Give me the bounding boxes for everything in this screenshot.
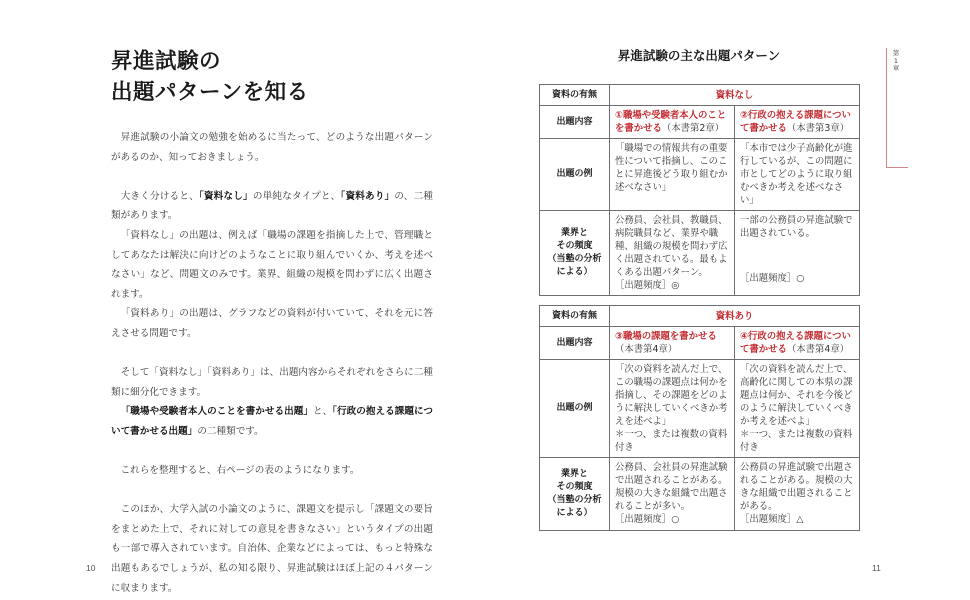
table-cell xyxy=(610,327,735,360)
frequency-rating: ［出題頻度］○ xyxy=(740,273,805,284)
table-title: 昇進試験の主な出題パターン xyxy=(617,48,781,63)
group-header: 資料あり xyxy=(610,306,860,327)
table-cell: 「職場での情報共有の重要性について指摘し、このことに昇進後どう取り組むか述べなさい」 xyxy=(610,139,735,211)
industry-text: 公務員、会社員、教職員、病院職員など、業界や職種、組織の規模を問わず広く出題されている。最もよくある出題パターン。 xyxy=(615,215,728,278)
table-cell xyxy=(735,106,860,139)
text-segment: 大きく分けると、 xyxy=(120,190,199,202)
emphasis-with-material: 「資料あり」 xyxy=(340,190,395,202)
emphasis-administration-type: 「行政の抱える課題について書かせる出題」 xyxy=(111,406,434,437)
pattern-title: ②行政の抱える課題について書かせる xyxy=(740,110,851,134)
industry-text: 公務員の昇進試験で出題されることがある。規模の大きな組織で出題されることがある。 xyxy=(740,462,853,512)
label-line: 業界と xyxy=(560,228,588,238)
title-line-2: 出題パターンを知る xyxy=(111,80,309,105)
table-cell xyxy=(610,458,735,531)
pattern-table-with-material xyxy=(539,305,860,531)
title-line-1: 昇進試験の xyxy=(111,49,222,74)
text-segment: の単純なタイプと、 xyxy=(252,190,341,202)
pattern-table-no-material xyxy=(539,84,860,296)
chapter-ref: （本書第2章） xyxy=(661,123,725,134)
row-label xyxy=(540,458,610,531)
pattern-title: ④行政の抱える課題について書かせる xyxy=(740,331,851,355)
paragraph-intro: 昇進試験の小論文の勉強を始めるに当たって、どのような出題パターンがあるのか、知っておきましょう。 xyxy=(111,132,433,163)
industry-text: 一部の公務員の昇進試験で出題されている。 xyxy=(740,215,853,239)
label-line: （当塾の分析 xyxy=(547,495,602,505)
row-label: 出題の例 xyxy=(540,139,610,211)
table-cell: 「本市では少子高齢化が進行しているが、この問題に市としてどのように取り組むべきか考えを述べなさい」 xyxy=(735,139,860,211)
chapter-tab xyxy=(886,48,908,168)
label-line: その頻度 xyxy=(556,241,593,251)
row-label xyxy=(540,211,610,296)
paragraph-with-material: 「資料あり」の出題は、グラフなどの資料が付いていて、それを元に答えさせる問題です。 xyxy=(111,308,433,339)
table-row-frequency xyxy=(540,458,860,531)
frequency-rating: ［出題頻度］○ xyxy=(615,514,680,525)
text-segment: の二種類です。 xyxy=(197,425,264,437)
row-label: 出題内容 xyxy=(540,106,610,139)
row-label: 出題内容 xyxy=(540,327,610,360)
example-note: ＊一つ、または複数の資料付き xyxy=(740,429,853,453)
table-row-material xyxy=(540,306,860,327)
paragraph-no-material: 「資料なし」の出題は、例えば「職場の課題を指摘した上で、管理職としてあなたは解決に向けどのようなことに取り組んでいくか、考えを述べなさい」など、問題文のみです。業界、組織の規模を問わずに広く出題されます。 xyxy=(111,229,433,300)
chapter-ref: （本書第4章） xyxy=(786,344,850,355)
paragraph-summary: これらを整理すると、右ページの表のようになります。 xyxy=(120,465,360,477)
chapter-ref: （本書第3章） xyxy=(786,123,850,134)
spacer xyxy=(740,240,854,272)
label-line: その頻度 xyxy=(556,482,593,492)
pattern-title: ③職場の課題を書かせる xyxy=(615,331,717,342)
table-cell xyxy=(735,458,860,531)
table-cell xyxy=(735,211,860,296)
table-cell xyxy=(610,106,735,139)
paragraph-two-types xyxy=(111,187,433,226)
table-cell xyxy=(610,211,735,296)
text-segment: と、 xyxy=(312,406,333,418)
paragraph-other: このほか、大学入試の小論文のように、課題文を提示し「課題文の要旨をまとめた上で、それに対しての意見を書きなさい」というタイプの出題も一部で導入されています。自治体、企業などによっては、もっと特殊な出題もあるでしょうが、私の知る限り、昇進試験はほぼ上記の４パターンに収まります。 xyxy=(111,504,433,594)
row-label: 出題の例 xyxy=(540,360,610,458)
row-label: 資料の有無 xyxy=(540,306,610,327)
page-number-left: 10 xyxy=(86,563,96,573)
body-text xyxy=(111,128,433,598)
table-cell xyxy=(735,360,860,458)
group-header: 資料なし xyxy=(610,85,860,106)
table-row-content xyxy=(540,327,860,360)
label-line: による） xyxy=(556,508,593,518)
table-cell xyxy=(735,327,860,360)
table-row-frequency xyxy=(540,211,860,296)
emphasis-workplace-type: 「職場や受験者本人のことを書かせる出題」 xyxy=(120,406,313,418)
frequency-rating: ［出題頻度］◎ xyxy=(615,280,680,291)
example-note: ＊一つ、または複数の資料付き xyxy=(615,429,728,453)
table-row-content xyxy=(540,106,860,139)
page-title xyxy=(111,46,451,108)
emphasis-no-material: 「資料なし」 xyxy=(198,190,253,202)
paragraph-subtypes xyxy=(111,402,433,441)
chapter-label: 第1章 xyxy=(892,49,900,72)
example-text: 「次の資料を読んだ上で、この職場の課題点は何かを指摘し、その課題をどのように解決していくべきか考えを述べよ」 xyxy=(615,364,728,427)
example-text: 「次の資料を読んだ上で、高齢化に関しての本県の課題点は何か、それを今後どのように解決していくべきか考えを述べよ」 xyxy=(740,364,853,427)
table-row-example xyxy=(540,360,860,458)
label-line: 業界と xyxy=(560,469,588,479)
label-line: による） xyxy=(556,267,593,277)
text-segment: の、二種類があります。 xyxy=(111,190,433,222)
industry-text: 公務員、会社員の昇進試験で出題されることがある。規模の大きな組織で出題されることが多い。 xyxy=(615,462,728,512)
table-row-material xyxy=(540,85,860,106)
row-label: 資料の有無 xyxy=(540,85,610,106)
table-row-example xyxy=(540,139,860,211)
frequency-rating: ［出題頻度］△ xyxy=(740,514,804,525)
label-line: （当塾の分析 xyxy=(547,254,602,264)
table-cell xyxy=(610,360,735,458)
page-number-right: 11 xyxy=(872,563,881,573)
pattern-title: ①職場や受験者本人のことを書かせる xyxy=(615,110,727,134)
chapter-ref: （本書第4章） xyxy=(615,344,678,355)
paragraph-subdivide: そして「資料なし」「資料あり」は、出題内容からそれぞれをさらに二種類に細分化できます。 xyxy=(111,367,433,398)
